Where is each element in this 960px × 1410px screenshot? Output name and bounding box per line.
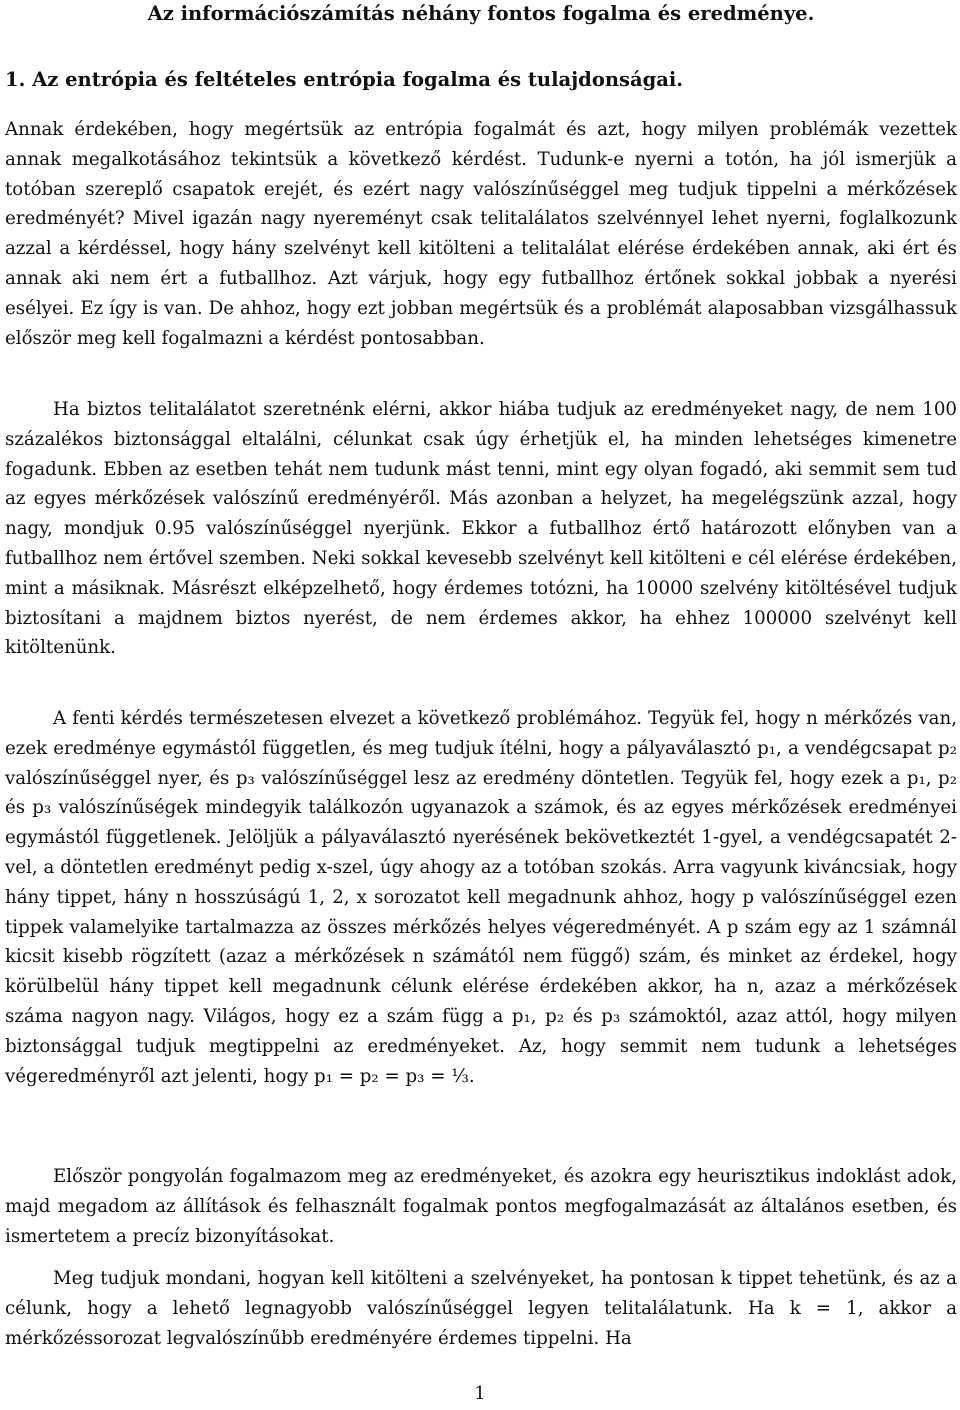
section-title: 1. Az entrópia és feltételes entrópia fogalma és tulajdonságai. <box>5 68 684 91</box>
paragraph-heuristics: Először pongyolán fogalmazom meg az eredményeket, és azokra egy heurisztikus indoklást adok, majd megadom az állítások és felhasznált fogalmak pontos megfogalmazását az általános esetben, és ismertetem a precíz bizonyításokat. <box>5 1166 957 1247</box>
paragraph-entropy-intro: Annak érdekében, hogy megértsük az entrópia fogalmát és azt, hogy milyen problémák vezettek annak megalkotásához tekintsük a következő kérdést. Tudunk-e nyerni a totón, ha jól ismerjük a totóban szereplő csapatok erejét, és ezért nagy valószínűséggel meg tudjuk tippelni a mérkőzések eredményét? Mivel igazán nagy nyereményt csak telitalálatos szelvénnyel lehet nyerni, foglalkozunk azzal a kérdéssel, hogy hány szelvényt kell kitölteni a telitalálat elérése érdekében annak, aki ért és annak aki nem ért a futballhoz. Azt várjuk, hogy egy futballhoz értőnek sokkal jobbak a nyerési esélyei. Ez így is van. De ahhoz, hogy ezt jobban megértsük és a problémát alaposabban vizsgálhassuk először meg kell fogalmazni a kérdést pontosabban. <box>5 119 957 349</box>
page-number: 1 <box>474 1383 486 1404</box>
document-title: Az információszámítás néhány fontos fogalma és eredménye. <box>147 2 815 25</box>
paragraph-problem-statement: A fenti kérdés természetesen elvezet a következő problémához. Tegyük fel, hogy n mérkőzés van, ezek eredménye egymástól független, és meg tudjuk ítélni, hogy a pályaválasztó p₁, a vendégcsapat p₂ valószínűséggel nyer, és p₃ valószínűséggel lesz az eredmény döntetlen. Tegyük fel, hogy ezek a p₁, p₂ és p₃ valószínűségek mindegyik találkozón ugyanazok a számok, és az egyes mérkőzések eredményei egymástól függetlenek. Jelöljük a pályaválasztó nyerésének bekövetkeztét 1-gyel, a vendégcsapatét 2-vel, a döntetlen eredményt pedig x-szel, úgy ahogy az a totóban szokás. Arra vagyunk kiváncsiak, hogy hány tippet, hány n hosszúságú 1, 2, x sorozatot kell megadnunk ahhoz, hogy p valószínűséggel ezen tippek valamelyike tartalmazza az összes mérkőzés helyes végeredményét. A p szám egy az 1 számnál kicsit kisebb rögzített (azaz a mérkőzések n számától nem függő) szám, és minket az érdekel, hogy körülbelül hány tippet kell megadnunk célunk elérése érdekében akkor, ha n, azaz a mérkőzések száma nagyon nagy. Világos, hogy ez a szám függ a p₁, p₂ és p₃ számoktól, azaz attól, hogy milyen biztonsággal tudjuk megtippelni az eredményeket. Az, hogy semmit nem tudunk a lehetséges végeredményről azt jelenti, hogy p₁ = p₂ = p₃ = ⅓. <box>5 708 957 1087</box>
paragraph-k-tips: Meg tudjuk mondani, hogyan kell kitölteni a szelvényeket, ha pontosan k tippet tehetünk, és az a célunk, hogy a lehető legnagyobb valószínűséggel legyen telitalálatunk. Ha k = 1, akkor a mérkőzéssorozat legvalószínűbb eredményére érdemes tippelni. Ha <box>5 1268 957 1349</box>
paragraph-full-hit: Ha biztos telitalálatot szeretnénk elérni, akkor hiába tudjuk az eredményeket nagy, de nem 100 százalékos biztonsággal eltalálni, célunkat csak úgy érhetjük el, ha minden lehetséges kimenetre fogadunk. Ebben az esetben tehát nem tudunk mást tenni, mint egy olyan fogadó, aki semmit sem tud az egyes mérkőzések valószínű eredményéről. Más azonban a helyzet, ha megelégszünk azzal, hogy nagy, mondjuk 0.95 valószínűséggel nyerjünk. Ekkor a futballhoz értő határozott előnyben van a futballhoz nem értővel szemben. Neki sokkal kevesebb szelvényt kell kitölteni e cél elérése érdekében, mint a másiknak. Másrészt elképzelhető, hogy érdemes totózni, ha 10000 szelvény kitöltésével tudjuk biztosítani a majdnem biztos nyerést, de nem érdemes akkor, ha ehhez 100000 szelvényt kell kitöltenünk. <box>5 399 957 659</box>
